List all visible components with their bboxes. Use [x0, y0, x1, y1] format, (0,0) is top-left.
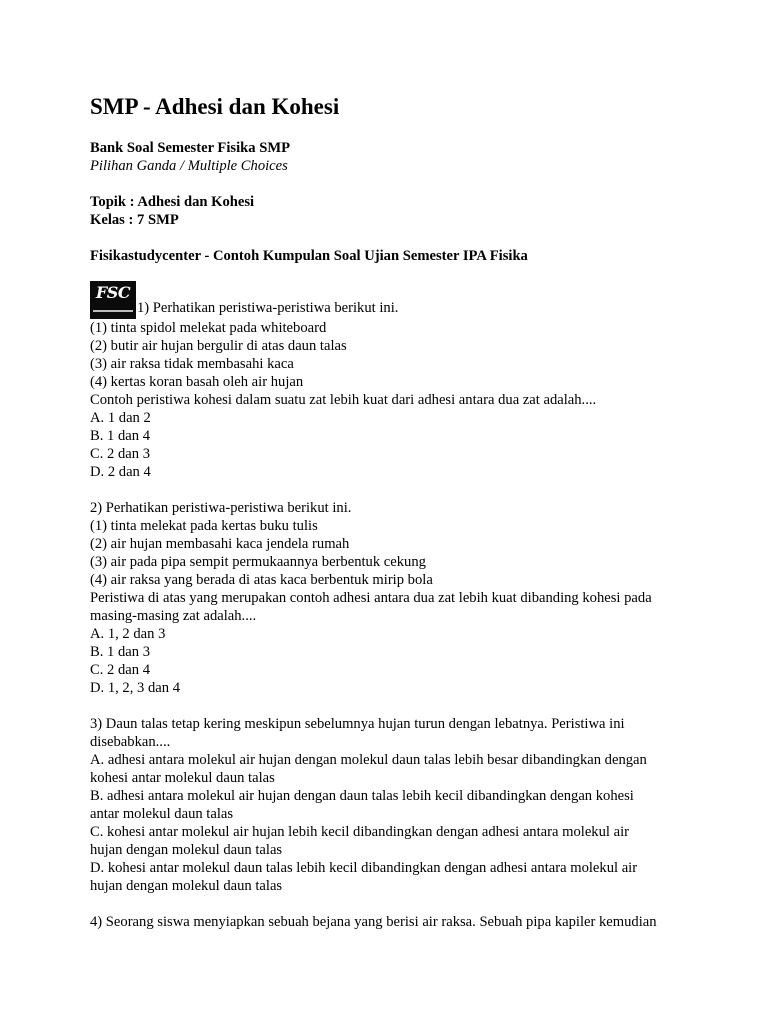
question-line: masing-masing zat adalah.... [90, 608, 257, 624]
answer-option: A. adhesi antara molekul air hujan dengan molekul daun talas lebih besar dibandingkan dengan [90, 752, 647, 768]
answer-option: C. 2 dan 4 [90, 662, 150, 678]
question-2 [90, 499, 678, 697]
answer-option: D. 1, 2, 3 dan 4 [90, 680, 180, 696]
question-line: 3) Daun talas tetap kering meskipun sebelumnya hujan turun dengan lebatnya. Peristiwa ini [90, 716, 625, 732]
question-line: 2) Perhatikan peristiwa-peristiwa berikut ini. [90, 500, 352, 516]
question-line: Peristiwa di atas yang merupakan contoh adhesi antara dua zat lebih kuat dibanding kohesi pada [90, 590, 652, 606]
answer-option: B. 1 dan 3 [90, 644, 150, 660]
question-line: disebabkan.... [90, 734, 171, 750]
question-type: Pilihan Ganda / Multiple Choices [90, 158, 288, 174]
answer-option-continued: kohesi antar molekul daun talas [90, 770, 275, 786]
question-1-stem-line [90, 281, 678, 319]
question-line: (2) butir air hujan bergulir di atas daun talas [90, 338, 347, 354]
question-3 [90, 715, 678, 895]
answer-option-continued: hujan dengan molekul daun talas [90, 878, 283, 894]
question-line: (3) air raksa tidak membasahi kaca [90, 356, 294, 372]
source-heading: Fisikastudycenter - Contoh Kumpulan Soal Ujian Semester IPA Fisika [90, 248, 528, 264]
bank-heading: Bank Soal Semester Fisika SMP [90, 140, 291, 156]
question-line: Contoh peristiwa kohesi dalam suatu zat lebih kuat dari adhesi antara dua zat adalah.... [90, 392, 597, 408]
answer-option: D. kohesi antar molekul daun talas lebih kecil dibandingkan dengan adhesi antara molekul air [90, 860, 638, 876]
question-line: (1) tinta spidol melekat pada whiteboard [90, 320, 327, 336]
fsc-logo [90, 281, 136, 319]
question-line: (3) air pada pipa sempit permukaannya berbentuk cekung [90, 554, 426, 570]
topic-label: Topik : Adhesi dan Kohesi [90, 194, 255, 210]
answer-option: B. 1 dan 4 [90, 428, 150, 444]
answer-option-continued: antar molekul daun talas [90, 806, 234, 822]
answer-option: A. 1 dan 2 [90, 410, 151, 426]
fsc-logo-text: FSC [95, 283, 131, 302]
answer-option: A. 1, 2 dan 3 [90, 626, 166, 642]
question-line: (1) tinta melekat pada kertas buku tulis [90, 518, 318, 534]
answer-option: B. adhesi antara molekul air hujan dengan daun talas lebih kecil dibandingkan dengan kohesi [90, 788, 634, 804]
question-line: 1) Perhatikan peristiwa-peristiwa berikut ini. [137, 300, 399, 316]
question-1 [90, 281, 678, 481]
question-4 [90, 913, 678, 931]
question-line: (2) air hujan membasahi kaca jendela rumah [90, 536, 350, 552]
question-line: (4) air raksa yang berada di atas kaca berbentuk mirip bola [90, 572, 433, 588]
answer-option: C. kohesi antar molekul air hujan lebih kecil dibandingkan dengan adhesi antara molekul air [90, 824, 629, 840]
question-line: 4) Seorang siswa menyiapkan sebuah bejana yang berisi air raksa. Sebuah pipa kapiler kemudian [90, 914, 657, 930]
grade-label: Kelas : 7 SMP [90, 212, 179, 228]
answer-option: D. 2 dan 4 [90, 464, 151, 480]
answer-option: C. 2 dan 3 [90, 446, 150, 462]
page-title: SMP - Adhesi dan Kohesi [90, 94, 340, 119]
fsc-logo-underline [93, 310, 133, 312]
answer-option-continued: hujan dengan molekul daun talas [90, 842, 283, 858]
question-line: (4) kertas koran basah oleh air hujan [90, 374, 304, 390]
